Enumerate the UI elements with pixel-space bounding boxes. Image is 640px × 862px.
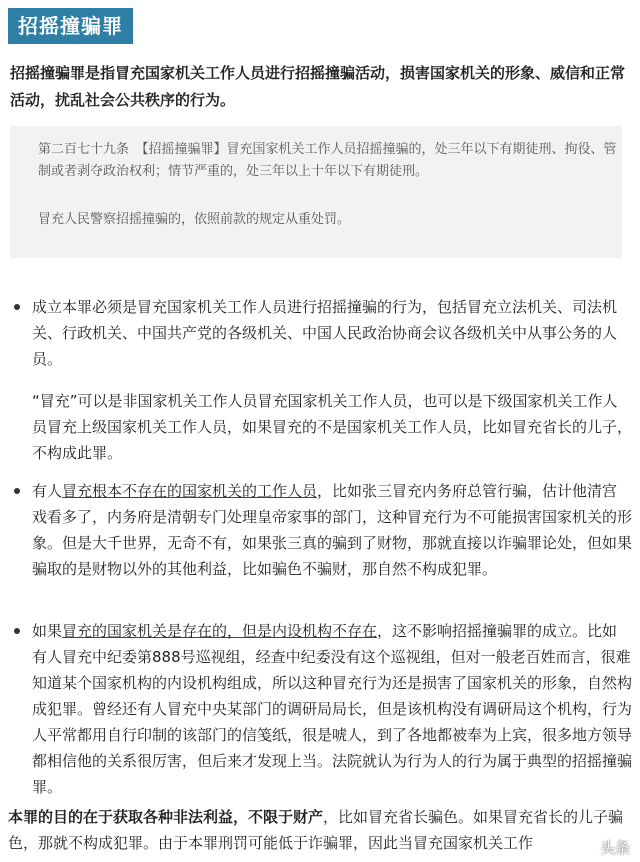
bullet-1-text: 成立本罪必须是冒充国家机关工作人员进行招摇撞骗的行为，包括冒充立法机关、司法机关、行政机关、中国共产党的各级机关、中国人民政治协商会议各级机关中从事公务的人员。 <box>32 298 618 368</box>
bullet-3-rest: ，这不影响招摇撞骗罪的成立。比如有人冒充中纪委第888号巡视组，经查中纪委没有这个巡视组，但对一般老百姓而言，很难知道某个国家机构的内设机构组成，所以这种冒充行为还是损害了国家机关的形象，自然构成犯罪。曾经还有人冒充中央某部门的调研局局长，但是该机构没有调研局这个机构，行为人平常都用自行印制的该部门的信笺纸，很是唬人，到了各地都被奉为上宾，很多地方领导都相信他的关系很厉害，但后来才发现上当。法院就认为行为人的行为属于典型的招摇撞骗罪。 <box>32 622 633 796</box>
bullet-2-rest: ，比如张三冒充内务府总管行骗，估计他清宫戏看多了，内务府是清朝专门处理皇帝家事的部门，这种冒充行为不可能损害国家机关的形象。但是大千世界，无奇不有，如果张三真的骗到了财物，那就直接以诈骗罪论处，但如果骗取的是财物以外的其他利益，比如骗色不骗财，那自然不构成犯罪。 <box>32 482 633 578</box>
bullet-dot-icon <box>14 628 20 634</box>
crime-definition: 招摇撞骗罪是指冒充国家机关工作人员进行招摇撞骗活动，损害国家机关的形象、威信和正常活动，扰乱社会公共秩序的行为。 <box>10 64 626 109</box>
bullet-3-text <box>32 618 632 800</box>
bullet-3-underlined: 冒充的国家机关是存在的，但是内设机构不存在 <box>62 622 378 640</box>
bullet-1-note: “冒充”可以是非国家机关工作人员冒充国家机关工作人员，也可以是下级国家机关工作人员冒充上级国家机关工作人员，如果冒充的不是国家机关工作人员，比如冒充省长的儿子，不构成此罪。 <box>32 392 633 462</box>
statute-paragraph-1: 第二百七十九条 【招摇撞骗罪】冒充国家机关工作人员招摇撞骗的，处三年以下有期徒刑、拘役、管制或者剥夺政治权利；情节严重的，处三年以上十年以下有期徒刑。 <box>38 142 617 179</box>
statute-paragraph-2: 冒充人民警察招摇撞骗的，依照前款的规定从重处罚。 <box>38 212 351 227</box>
closing-paragraph <box>8 804 632 856</box>
bullet-dot-icon <box>14 488 20 494</box>
bullet-dot-icon <box>14 304 20 310</box>
watermark-logo: 头条 <box>599 839 630 857</box>
bullet-2-underlined: 冒充根本不存在的国家机关的工作人员 <box>62 482 318 500</box>
bullet-3-prefix: 如果 <box>32 622 63 640</box>
closing-bold: 本罪的目的在于获取各种非法利益，不限于财产 <box>8 808 324 826</box>
closing-rest: ，比如冒充省长骗色。如果冒充省长的儿子骗色，那就不构成犯罪。由于本罪刑罚可能低于诈骗罪，因此当冒充国家机关工作 <box>8 808 624 852</box>
bullet-2-text <box>32 478 632 582</box>
bullet-2-prefix: 有人 <box>32 482 63 500</box>
statute-quote-box <box>10 126 622 258</box>
section-title: 招摇撞骗罪 <box>8 8 133 44</box>
